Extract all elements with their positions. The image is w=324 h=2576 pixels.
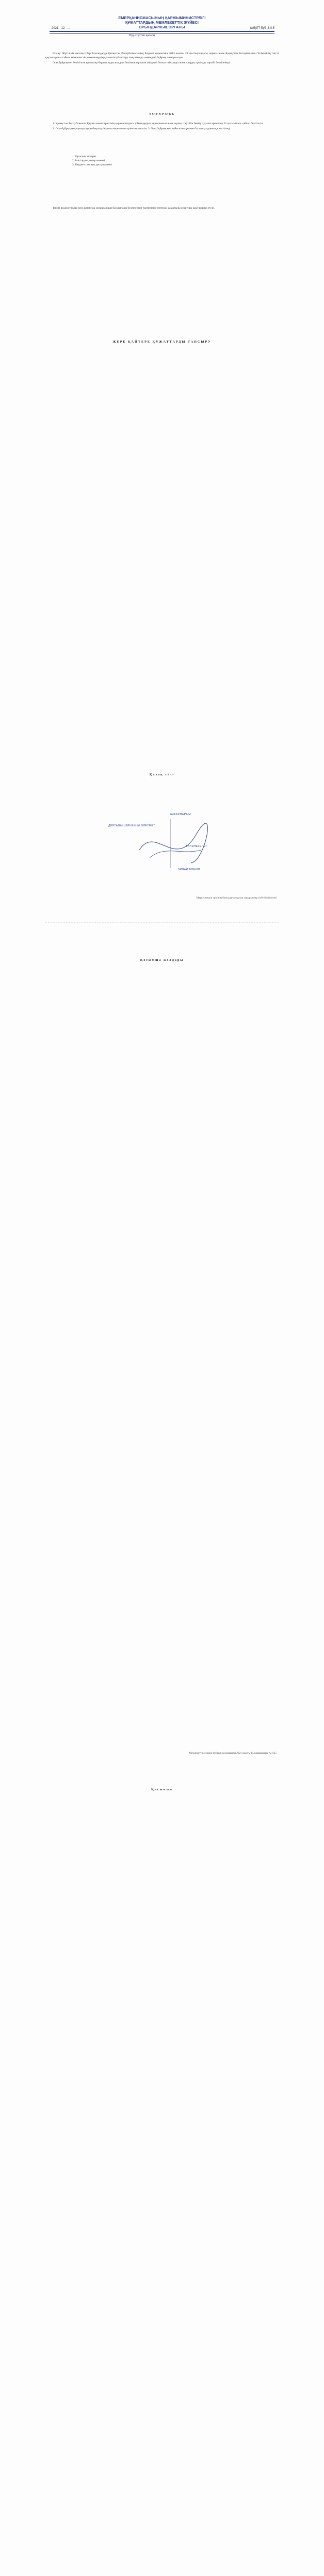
- letterhead-line-2: ҚҰЖАТТАРДЫҢ МЕМЛЕКЕТТІК ЖҮЙЕСІ: [125, 20, 199, 25]
- approval-note: Мемлекеттік өзіндік бұйрық қосымшасы 2021 жылғы 15 қарашадағы №1125: [189, 1752, 277, 1755]
- document-number: №5(ЛТ-5)/3-3-0.5: [250, 27, 274, 30]
- signature-area: [108, 813, 212, 876]
- divider: [45, 922, 279, 923]
- section-title: ЖЕРЕ ҚАЙТЕРЕ ҚҰЖАТТАРДЫ ТАПСЫРУ: [112, 340, 212, 344]
- approval-note: Маркестендік өрісінің бағылдағы оқулар тақырыптар тізбе бекітілгені: [196, 896, 277, 900]
- signature-label-right: ТӘЛЕНЕКЕЛЕТ: [186, 845, 207, 848]
- letterhead-line-1: ЕМЕРҚАНИСМАСЫНЫҢ ҚАРЖЫМИНИСТРЛІГІ: [118, 15, 206, 20]
- section-title: ТОТҰРОВЕ: [149, 112, 175, 116]
- signature-label-left: ДЕРТАЛЫҢ ЕРНЕЙНИ ӘЛЕУМЕТ: [108, 824, 155, 827]
- units-list: [72, 155, 237, 167]
- list-item: 2. Ішкі аудит департаменті: [72, 159, 105, 163]
- paragraph: 2. Осы бұйрықтың орындалуын бақылау Қаржы вице-министріне жүктелсін. 3. Осы бұйрық қол қойылған күнінен бастап қолданысқа енгізіледі.: [53, 127, 231, 131]
- paragraph: 1. Қазақстан Республикасы Қаржы министрлігінің қарамағындағы ұйымдардың құрылымын және жұмыс тәртібін бекіту туралы ережелер 11 қосымшаға сәйкес бекітілсін.: [53, 122, 264, 125]
- document-meta: [52, 27, 274, 33]
- letterhead-line-3: ОРЫНДАРЛЫҚ ОРГАНЫ: [139, 25, 185, 29]
- list-item: 3. Бюджет саясаты департаменті: [72, 163, 112, 167]
- section-title: Қосымша: [151, 1788, 173, 1791]
- order-block: [45, 122, 279, 132]
- list-item: 1. Орталық аппарат: [72, 155, 96, 158]
- signature-label-top: №ЖАРНАРЫМ: [170, 813, 191, 816]
- paragraph: Шешу: Жүгіліңіз мәселесі бар болғандарда Қазақстан Республикасының Бюджет кодексінің 2013 жылғы 24 желтоқсандағы заңына және Қазақстан Республикасы Үкіметінің тиісті қаулыларына сәйкес мемлекеттік мекемелердің қызметін үйлестіру мақсатында төмендегі бұйрық шығарылады.: [45, 52, 279, 60]
- closing-block: [45, 206, 279, 211]
- section-title: Қазақ тілі: [149, 773, 175, 776]
- document-date: 2021 · 12 · ...: [52, 27, 70, 30]
- intro-block: [45, 52, 279, 66]
- document-city: Нұр-Сұлтан қаласы: [129, 34, 155, 37]
- paragraph: Осы бұйрықпен бекітілген ережелер барлық құрылымдық бөлімшелер үшін міндетті болып табылады және оларды орындау тәртібі белгіленеді.: [53, 61, 231, 65]
- signature-label-bottom: ЗИНАЙ ВӘЕКІН: [178, 868, 200, 871]
- paragraph: Тиісті ведомстволар мен аумақтық органдардың басшылары белгіленген тәртіппен есептерді уақытылы ұсынуды қамтамасыз етсін.: [53, 207, 215, 210]
- section-title: Қосымша жолдары: [140, 958, 184, 962]
